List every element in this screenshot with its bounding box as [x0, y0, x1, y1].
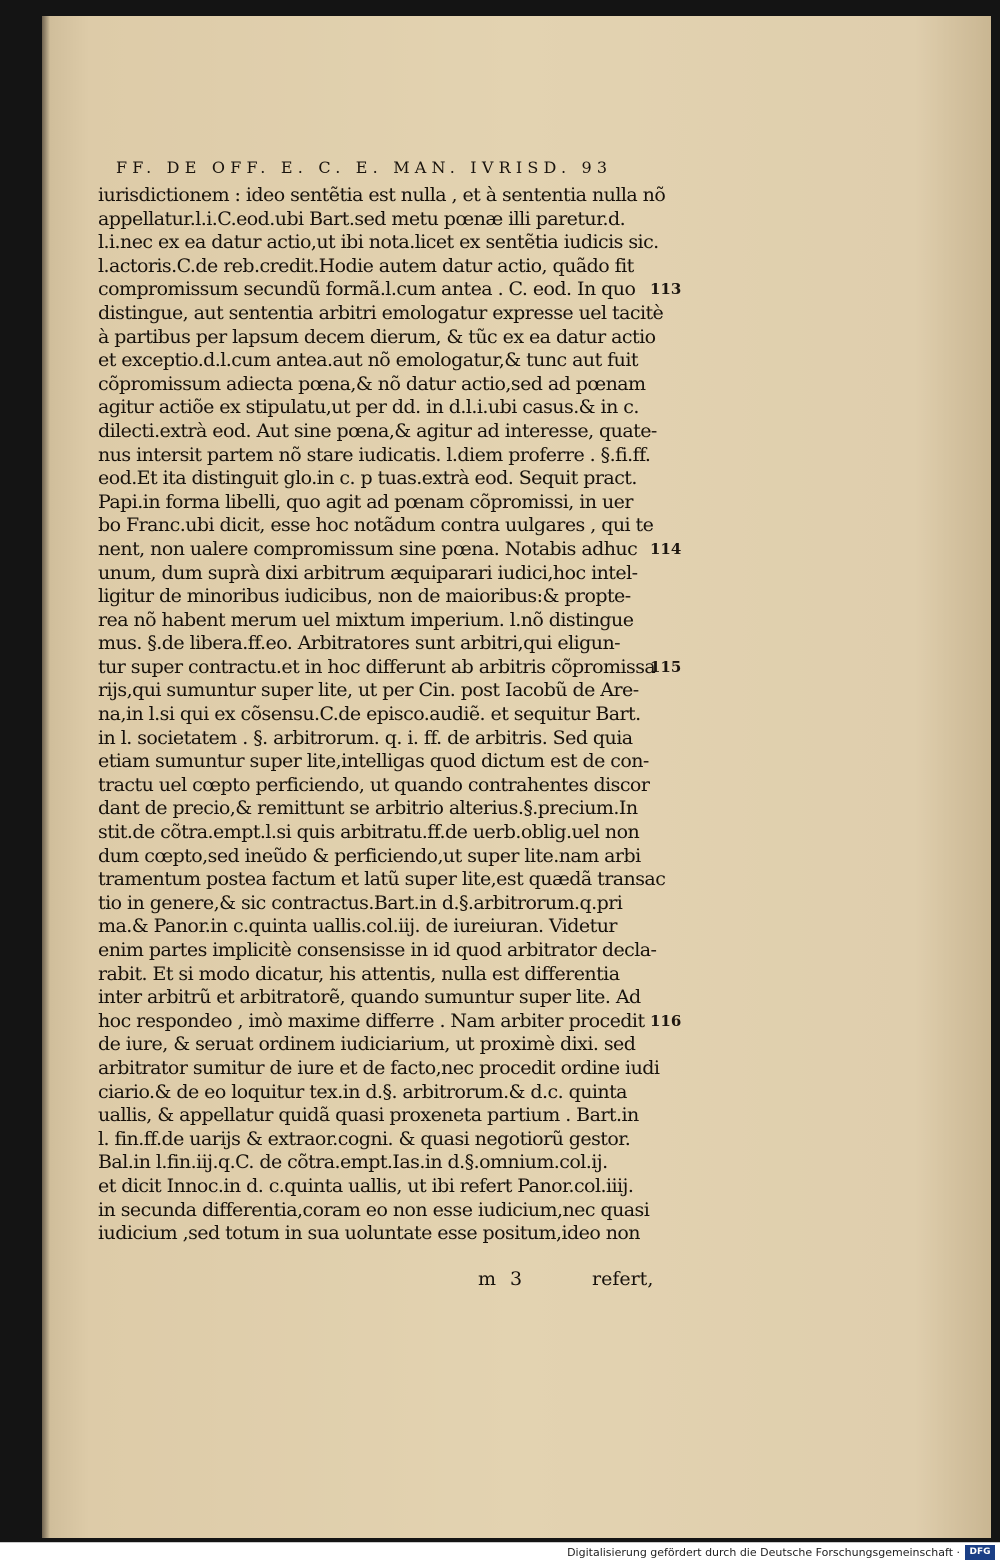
text-line: distingue, aut sententia arbitri emologatur expresse uel tacitè — [98, 301, 664, 324]
text-line: tramentum postea factum et latũ super lite,est quædã transac — [98, 868, 666, 891]
text-line: ma.& Panor.in c.quinta uallis.col.iij. de iureiuran. Videtur — [98, 915, 617, 938]
text-line: na,in l.si qui ex cõsensu.C.de episco.audiẽ. et sequitur Bart. — [98, 703, 641, 726]
text-line: mus. §.de libera.ff.eo. Arbitratores sunt arbitri,qui eligun- — [98, 632, 621, 655]
digitization-footer — [0, 1542, 1000, 1563]
margin-number: 113 — [650, 280, 682, 299]
text-line: ciario.& de eo loquitur tex.in d.§. arbitrorum.& d.c. quinta — [98, 1080, 627, 1103]
text-line: arbitrator sumitur de iure et de facto,nec procedit ordine iudi — [98, 1056, 660, 1079]
margin-number: 114 — [650, 540, 682, 558]
text-line: agitur actiõe ex stipulatu,ut per dd. in d.l.i.ubi casus.& in c. — [98, 396, 639, 419]
text-line: tur super contractu.et in hoc differunt ab arbitris cõpromissa — [98, 655, 656, 678]
text-line: dilecti.extrà eod. Aut sine pœna,& agitur ad interesse, quate- — [98, 419, 657, 442]
text-line: cõpromissum adiecta pœna,& nõ datur actio,sed ad pœnam — [98, 372, 646, 395]
catchword: refert, — [592, 1268, 654, 1290]
margin-number: 116 — [650, 1012, 682, 1030]
text-line: l. fin.ff.de uarijs & extraor.cogni. & quasi negotiorũ gestor. — [98, 1127, 631, 1150]
text-line: hoc respondeo , imò maxime differre . Nam arbiter procedit — [98, 1009, 645, 1032]
text-line: iurisdictionem : ideo sentẽtia est nulla , et à sententia nulla nõ — [98, 184, 666, 206]
text-line: nus intersit partem nõ stare iudicatis. l.diem proferre . §.fi.ff. — [98, 443, 651, 466]
text-line: rea nõ habent merum uel mixtum imperium. l.nõ distingue — [98, 608, 634, 631]
text-line: iudicium ,sed totum in sua uoluntate esse positum,ideo non — [98, 1222, 640, 1245]
text-line: à partibus per lapsum decem dierum, & tũc ex ea datur actio — [98, 325, 656, 348]
text-line: l.actoris.C.de reb.credit.Hodie autem datur actio, quãdo fit — [98, 254, 634, 277]
text-line: tio in genere,& sic contractus.Bart.in d.§.arbitrorum.q.pri — [98, 891, 623, 914]
text-line: bo Franc.ubi dicit, esse hoc notãdum contra uulgares , qui te — [98, 514, 654, 537]
text-line: appellatur.l.i.C.eod.ubi Bart.sed metu pœnæ illi paretur.d. — [98, 207, 626, 230]
text-line: Bal.in l.fin.iij.q.C. de cõtra.empt.Ias.in d.§.omnium.col.ij. — [98, 1151, 608, 1174]
text-line: stit.de cõtra.empt.l.si quis arbitratu.ff.de uerb.oblig.uel non — [98, 821, 640, 844]
text-line: dum cœpto,sed ineũdo & perficiendo,ut super lite.nam arbi — [98, 844, 641, 867]
dfg-logo: DFG — [965, 1545, 995, 1560]
text-line: rijs,qui sumuntur super lite, ut per Cin. post Iacobũ de Are- — [98, 679, 639, 702]
text-line: inter arbitrũ et arbitratorẽ, quando sumuntur super lite. Ad — [98, 986, 641, 1009]
text-line: dant de precio,& remittunt se arbitrio alterius.§.precium.In — [98, 797, 638, 820]
text-line: in l. societatem . §. arbitrorum. q. i. ff. de arbitris. Sed quia — [98, 726, 633, 749]
footer-credit: Digitalisierung gefördert durch die Deutsche Forschungsgemeinschaft · — [567, 1546, 960, 1559]
text-line: ligitur de minoribus iudicibus, non de maioribus:& propte- — [98, 585, 631, 608]
signature-mark: m 3 — [478, 1268, 527, 1290]
text-line: etiam sumuntur super lite,intelligas quod dictum est de con- — [98, 750, 649, 773]
text-line: l.i.nec ex ea datur actio,ut ibi nota.licet ex sentẽtia iudicis sic. — [98, 231, 659, 254]
text-line: in secunda differentia,coram eo non esse iudicium,nec quasi — [98, 1198, 650, 1221]
margin-number: 115 — [650, 658, 682, 676]
text-line: tractu uel cœpto perficiendo, ut quando contrahentes discor — [98, 773, 650, 796]
text-line: et dicit Innoc.in d. c.quinta uallis, ut ibi refert Panor.col.iiij. — [98, 1174, 634, 1197]
text-line: de iure, & seruat ordinem iudiciarium, ut proximè dixi. sed — [98, 1033, 636, 1056]
text-line: eod.Et ita distinguit glo.in c. p tuas.extrà eod. Sequit pract. — [98, 467, 637, 490]
text-line: nent, non ualere compromissum sine pœna. Notabis adhuc — [98, 537, 638, 560]
text-line: Papi.in forma libelli, quo agit ad pœnam cõpromissi, in uer — [98, 490, 633, 513]
text-line: compromissum secundũ formã.l.cum antea . C. eod. In quo — [98, 278, 636, 301]
text-line: uallis, & appellatur quidã quasi proxeneta partium . Bart.in — [98, 1104, 639, 1127]
text-line: rabit. Et si modo dicatur, his attentis, nulla est differentia — [98, 962, 620, 985]
page-gutter-shadow — [42, 16, 50, 1538]
running-head: FF. DE OFF. E. C. E. MAN. IVRISD. 93 — [116, 158, 613, 177]
text-line: et exceptio.d.l.cum antea.aut nõ emologatur,& tunc aut fuit — [98, 349, 638, 372]
text-line: enim partes implicitè consensisse in id quod arbitrator decla- — [98, 939, 657, 961]
text-line: unum, dum suprà dixi arbitrum æquiparari iudici,hoc intel- — [98, 561, 638, 584]
